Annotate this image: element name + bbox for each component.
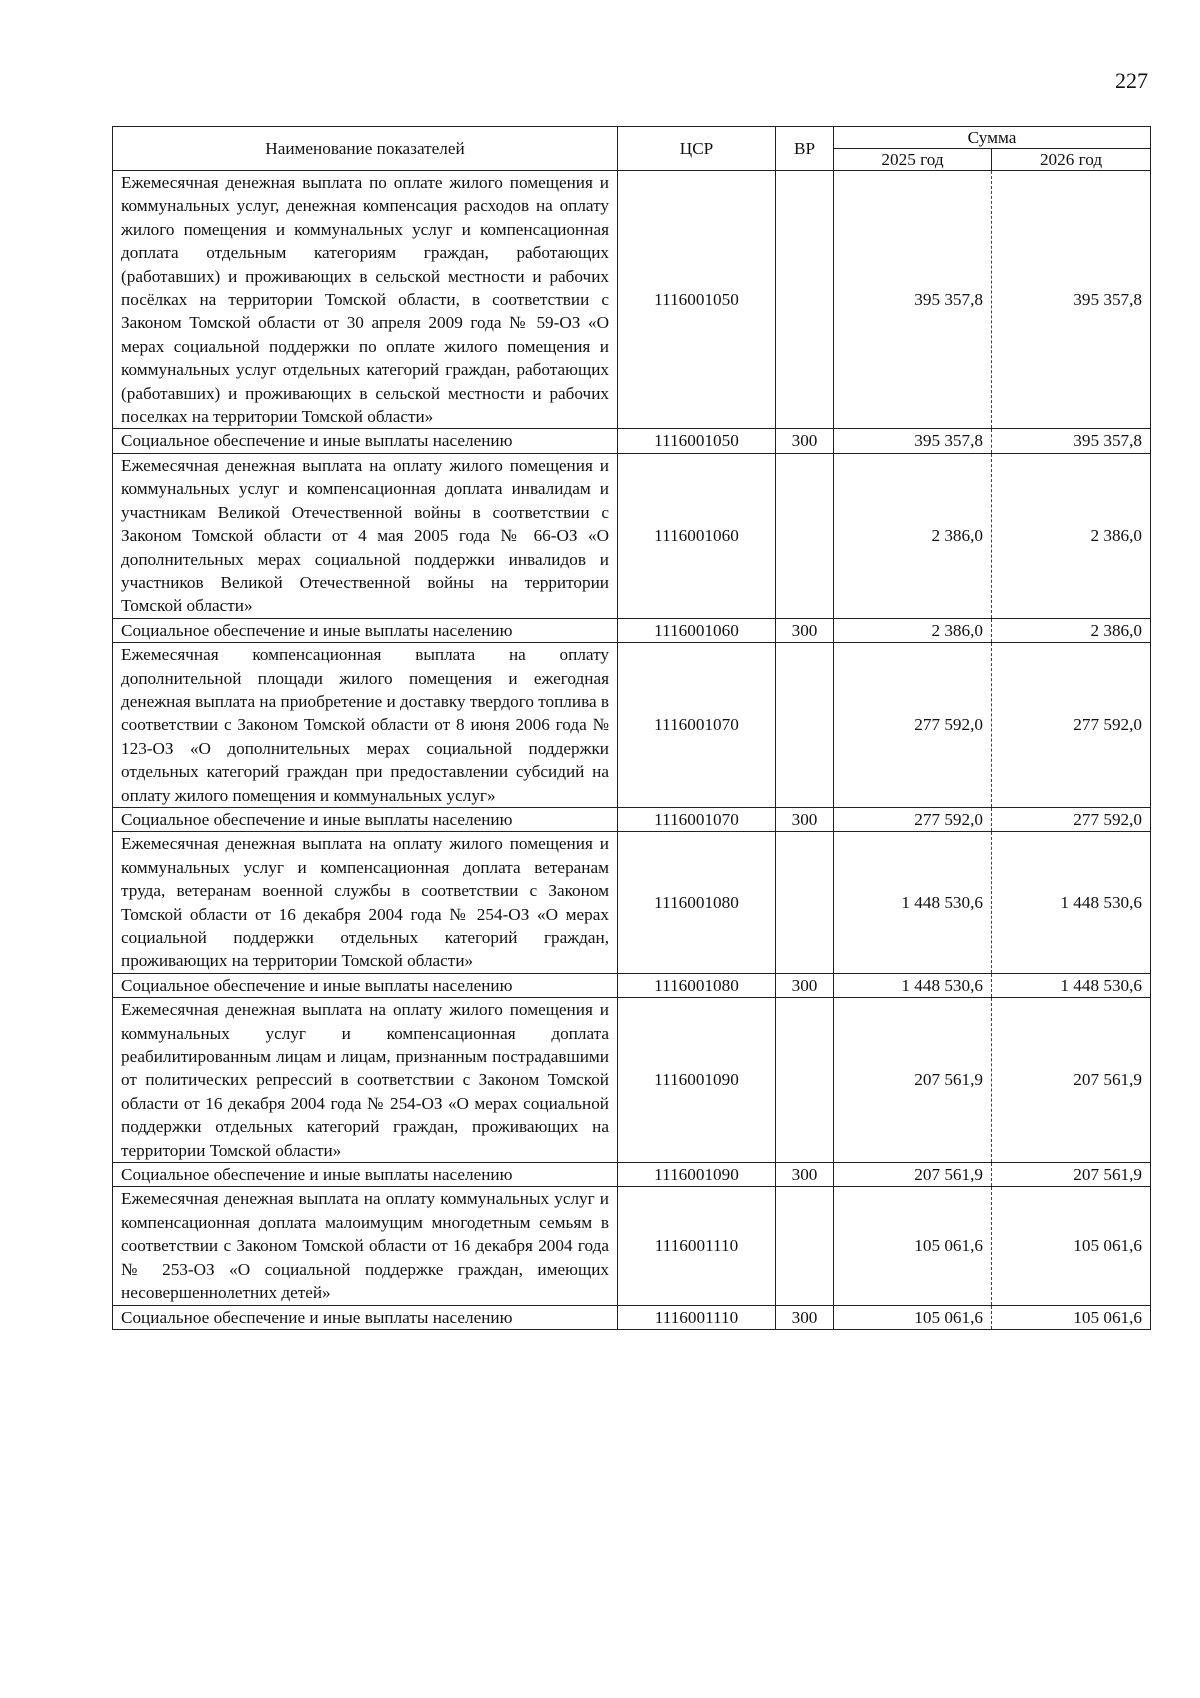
budget-table	[112, 126, 1151, 1330]
row-amount-2026: 2 386,0	[992, 618, 1151, 642]
row-name: Социальное обеспечение и иные выплаты населению	[113, 1305, 618, 1329]
row-amount-2025: 207 561,9	[834, 998, 992, 1163]
row-name: Ежемесячная денежная выплата на оплату коммунальных услуг и компенсационная доплата малоимущим многодетным семьям в соответствии с Законом Томской области от 16 декабря 2004 года № 253-ОЗ «О социальной поддержке граждан, имеющих несовершеннолетних детей»	[113, 1187, 618, 1305]
row-name: Социальное обеспечение и иные выплаты населению	[113, 1163, 618, 1187]
header-sum: Сумма	[834, 127, 1151, 149]
row-name: Социальное обеспечение и иные выплаты населению	[113, 973, 618, 997]
row-csr: 1116001110	[618, 1187, 776, 1305]
row-amount-2025: 395 357,8	[834, 171, 992, 429]
row-amount-2025: 2 386,0	[834, 618, 992, 642]
row-csr: 1116001050	[618, 171, 776, 429]
row-csr: 1116001110	[618, 1305, 776, 1329]
row-name: Социальное обеспечение и иные выплаты населению	[113, 429, 618, 453]
row-csr: 1116001070	[618, 643, 776, 808]
table-row	[113, 618, 1151, 642]
header-vr: ВР	[776, 127, 834, 171]
row-amount-2026: 207 561,9	[992, 1163, 1151, 1187]
table-row	[113, 1163, 1151, 1187]
row-csr: 1116001090	[618, 998, 776, 1163]
row-csr: 1116001060	[618, 453, 776, 618]
row-amount-2025: 207 561,9	[834, 1163, 992, 1187]
row-vr: 300	[776, 973, 834, 997]
row-amount-2026: 277 592,0	[992, 643, 1151, 808]
table-row	[113, 453, 1151, 618]
row-csr: 1116001080	[618, 973, 776, 997]
row-csr: 1116001090	[618, 1163, 776, 1187]
table-row	[113, 643, 1151, 808]
row-vr	[776, 832, 834, 973]
table-row	[113, 832, 1151, 973]
header-name: Наименование показателей	[113, 127, 618, 171]
row-vr: 300	[776, 618, 834, 642]
table-row	[113, 171, 1151, 429]
row-csr: 1116001070	[618, 807, 776, 831]
table-body	[113, 171, 1151, 1330]
row-csr: 1116001080	[618, 832, 776, 973]
row-csr: 1116001060	[618, 618, 776, 642]
row-vr	[776, 643, 834, 808]
row-csr: 1116001050	[618, 429, 776, 453]
row-name: Социальное обеспечение и иные выплаты населению	[113, 807, 618, 831]
table-row	[113, 1305, 1151, 1329]
row-amount-2025: 277 592,0	[834, 643, 992, 808]
row-vr	[776, 998, 834, 1163]
row-amount-2026: 395 357,8	[992, 429, 1151, 453]
row-amount-2025: 105 061,6	[834, 1305, 992, 1329]
row-amount-2025: 1 448 530,6	[834, 832, 992, 973]
row-name: Ежемесячная денежная выплата на оплату жилого помещения и коммунальных услуг и компенсационная доплата инвалидам и участникам Великой Отечественной войны в соответствии с Законом Томской области от 4 мая 2005 года № 66-ОЗ «О дополнительных мерах социальной поддержки инвалидов и участников Великой Отечественной войны на территории Томской области»	[113, 453, 618, 618]
header-2025: 2025 год	[834, 149, 992, 171]
row-amount-2026: 277 592,0	[992, 807, 1151, 831]
row-vr	[776, 1187, 834, 1305]
row-amount-2026: 1 448 530,6	[992, 832, 1151, 973]
row-amount-2025: 2 386,0	[834, 453, 992, 618]
row-amount-2025: 105 061,6	[834, 1187, 992, 1305]
row-amount-2026: 207 561,9	[992, 998, 1151, 1163]
row-vr	[776, 171, 834, 429]
row-amount-2026: 105 061,6	[992, 1305, 1151, 1329]
row-vr: 300	[776, 1305, 834, 1329]
row-name: Ежемесячная денежная выплата по оплате жилого помещения и коммунальных услуг, денежная компенсация расходов на оплату жилого помещения и коммунальных услуг и компенсационная доплата отдельным категориям граждан, работающих (работавших) и проживающих в сельской местности и рабочих посёлках на территории Томской области, в соответствии с Законом Томской области от 30 апреля 2009 года № 59-ОЗ «О мерах социальной поддержки по оплате жилого помещения и коммунальных услуг отдельных категорий граждан, работающих (работавших) и проживающих в сельской местности и рабочих поселках на территории Томской области»	[113, 171, 618, 429]
header-2026: 2026 год	[992, 149, 1151, 171]
table-header	[113, 127, 1151, 171]
row-vr	[776, 453, 834, 618]
row-name: Ежемесячная денежная выплата на оплату жилого помещения и коммунальных услуг и компенсационная доплата реабилитированным лицам и лицам, признанным пострадавшими от политических репрессий в соответствии с Законом Томской области от 16 декабря 2004 года № 254-ОЗ «О мерах социальной поддержки отдельных категорий граждан, проживающих на территории Томской области»	[113, 998, 618, 1163]
row-vr: 300	[776, 1163, 834, 1187]
row-vr: 300	[776, 807, 834, 831]
row-amount-2025: 1 448 530,6	[834, 973, 992, 997]
row-name: Ежемесячная денежная выплата на оплату жилого помещения и коммунальных услуг и компенсационная доплата ветеранам труда, ветеранам военной службы в соответствии с Законом Томской области от 16 декабря 2004 года № 254-ОЗ «О мерах социальной поддержки отдельных категорий граждан, проживающих на территории Томской области»	[113, 832, 618, 973]
table-row	[113, 973, 1151, 997]
row-name: Социальное обеспечение и иные выплаты населению	[113, 618, 618, 642]
page-number: 227	[1115, 68, 1148, 93]
row-amount-2026: 395 357,8	[992, 171, 1151, 429]
row-name: Ежемесячная компенсационная выплата на оплату дополнительной площади жилого помещения и ежегодная денежная выплата на приобретение и доставку твердого топлива в соответствии с Законом Томской области от 8 июня 2006 года № 123-ОЗ «О дополнительных мерах социальной поддержки отдельных категорий граждан при предоставлении субсидий на оплату жилого помещения и коммунальных услуг»	[113, 643, 618, 808]
table-row	[113, 1187, 1151, 1305]
row-amount-2026: 2 386,0	[992, 453, 1151, 618]
row-amount-2025: 395 357,8	[834, 429, 992, 453]
row-amount-2026: 105 061,6	[992, 1187, 1151, 1305]
table-row	[113, 998, 1151, 1163]
table-row	[113, 429, 1151, 453]
row-amount-2025: 277 592,0	[834, 807, 992, 831]
table-row	[113, 807, 1151, 831]
row-vr: 300	[776, 429, 834, 453]
header-csr: ЦСР	[618, 127, 776, 171]
row-amount-2026: 1 448 530,6	[992, 973, 1151, 997]
